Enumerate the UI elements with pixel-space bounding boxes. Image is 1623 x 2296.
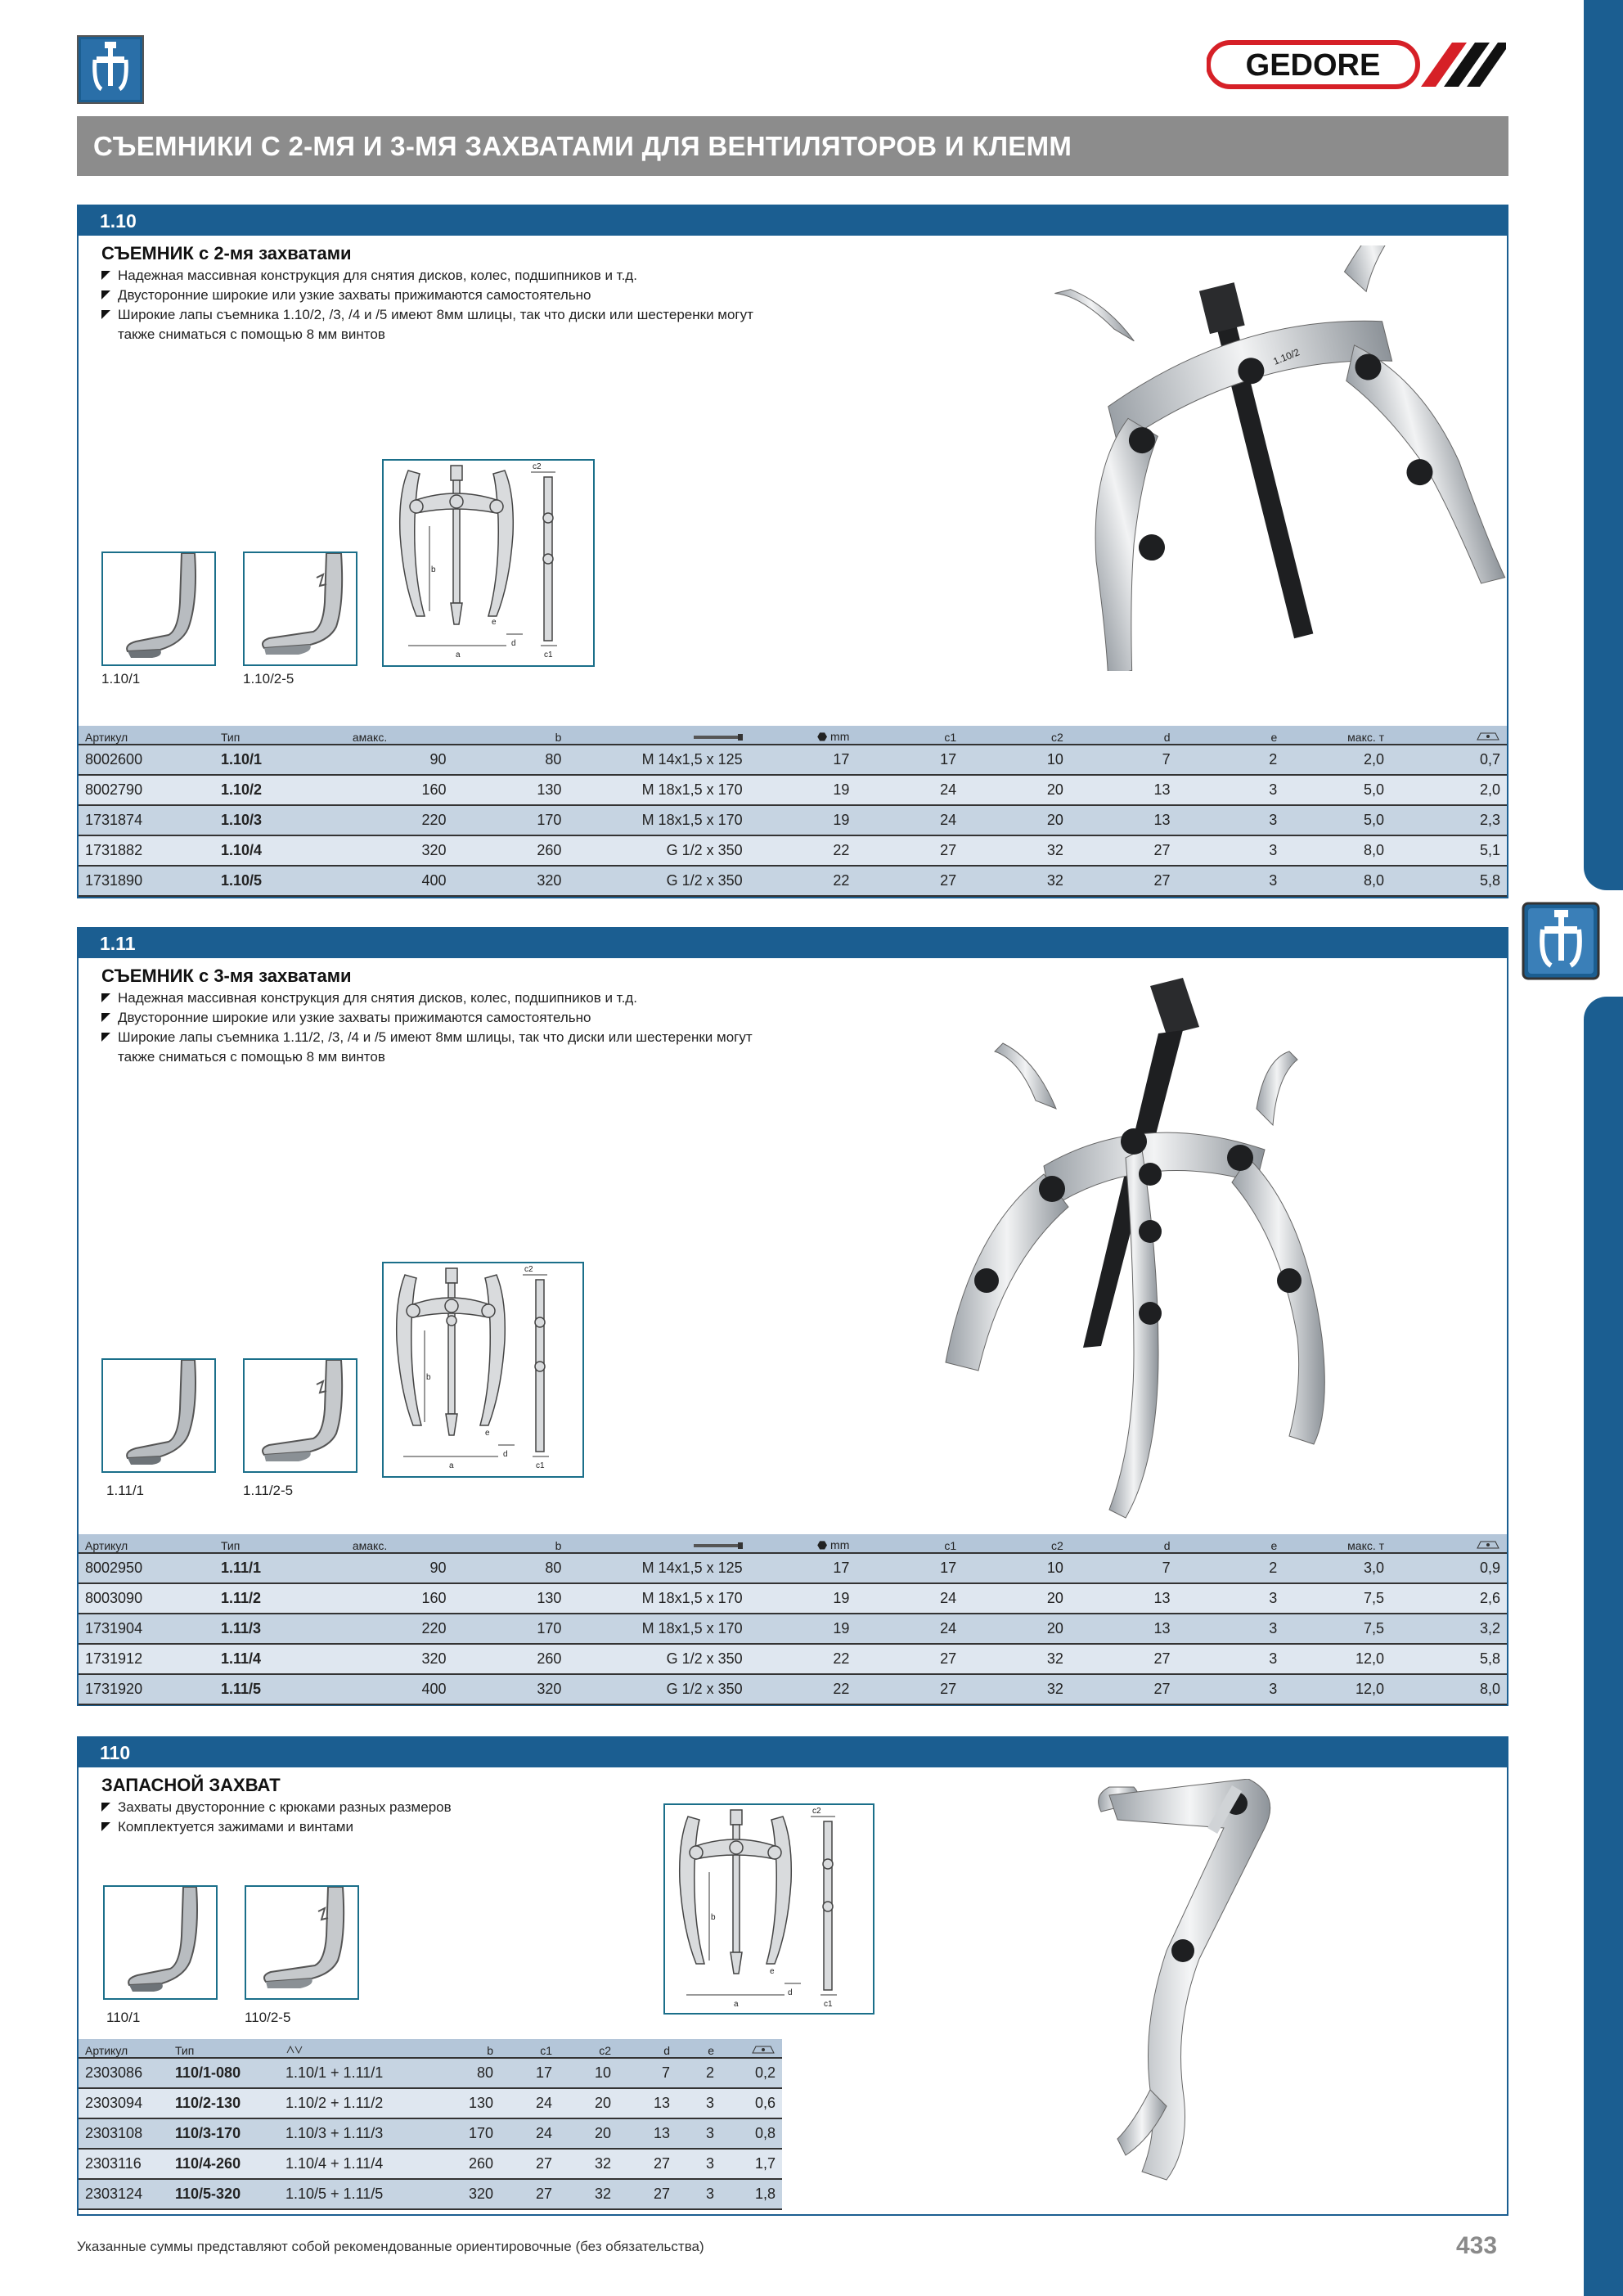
table-cell: 1.10/2 + 1.11/2: [279, 2088, 434, 2118]
col-header: c2: [963, 726, 1070, 745]
table-row: [79, 745, 1507, 775]
table-cell: 8,0: [1284, 835, 1391, 866]
table-cell: 0,7: [1391, 745, 1507, 775]
brand-text: GEDORE: [1245, 48, 1381, 83]
table-cell: 12,0: [1284, 1674, 1391, 1704]
table-cell: 5,0: [1284, 805, 1391, 835]
table-cell: 27: [856, 1674, 963, 1704]
spare-jaw-photo: [1085, 1779, 1330, 2188]
table-cell: 20: [559, 2118, 618, 2149]
table-cell: 19: [749, 775, 856, 805]
col-header: b: [434, 2039, 500, 2058]
table-cell: 220: [346, 805, 453, 835]
svg-text:a: a: [456, 651, 461, 660]
jaw-narrow-thumbnail: [101, 551, 216, 666]
feature-item: Захваты двусторонние с крюками разных размеров: [101, 1798, 674, 1817]
table-cell: 20: [963, 1583, 1070, 1614]
two-jaw-puller-photo: [1027, 245, 1518, 671]
col-header: c1: [500, 2039, 559, 2058]
table-cell: G 1/2 x 350: [568, 1644, 749, 1674]
col-header: d: [618, 2039, 677, 2058]
col-header: c2: [559, 2039, 618, 2058]
table-cell: 22: [749, 835, 856, 866]
table-cell: 27: [1070, 1674, 1177, 1704]
type-cell: 110/3-170: [169, 2118, 279, 2149]
table-cell: 2: [1177, 745, 1284, 775]
type-cell: 1.10/2: [214, 775, 346, 805]
table-cell: 27: [1070, 866, 1177, 896]
table-cell: 24: [500, 2088, 559, 2118]
article-number-cell: 1731890: [79, 866, 214, 896]
svg-text:e: e: [485, 1429, 490, 1438]
weight-icon: [1391, 726, 1507, 745]
table-cell: 320: [434, 2179, 500, 2209]
col-header: aмакс.: [346, 726, 453, 745]
weight-icon: [721, 2039, 782, 2058]
type-cell: 1.10/5: [214, 866, 346, 896]
section-number: 1.11: [77, 927, 1508, 958]
table-cell: 320: [346, 835, 453, 866]
col-header: Артикул: [79, 2039, 169, 2058]
table-row: [79, 805, 1507, 835]
table-cell: 27: [500, 2149, 559, 2179]
type-cell: 110/5-320: [169, 2179, 279, 2209]
table-cell: 32: [559, 2179, 618, 2209]
type-cell: 110/2-130: [169, 2088, 279, 2118]
table-row: [79, 835, 1507, 866]
table-cell: 160: [346, 1583, 453, 1614]
table-cell: 400: [346, 866, 453, 896]
type-cell: 1.11/3: [214, 1614, 346, 1644]
feature-item: Двусторонние широкие или узкие захваты прижимаются самостоятельно: [101, 1008, 772, 1028]
table-cell: 2: [1177, 1553, 1284, 1583]
table-cell: 3: [1177, 775, 1284, 805]
feature-list: [101, 988, 772, 1067]
jaw-wide-thumbnail: [245, 1885, 359, 2000]
article-number-cell: 1731904: [79, 1614, 214, 1644]
col-header: Тип: [169, 2039, 279, 2058]
type-cell: 1.10/1: [214, 745, 346, 775]
col-header: b: [453, 1534, 569, 1553]
table-cell: 3: [1177, 835, 1284, 866]
table-row: [79, 2058, 782, 2088]
table-cell: 32: [963, 1674, 1070, 1704]
table-cell: 13: [1070, 1614, 1177, 1644]
jaw-wide-thumbnail: [243, 551, 357, 666]
table-cell: 20: [559, 2088, 618, 2118]
table-cell: 32: [963, 866, 1070, 896]
table-cell: G 1/2 x 350: [568, 866, 749, 896]
table-cell: 3: [1177, 1674, 1284, 1704]
article-number-cell: 8002950: [79, 1553, 214, 1583]
type-cell: 1.11/4: [214, 1644, 346, 1674]
jaw-wide-thumbnail: [243, 1358, 357, 1473]
table-cell: 27: [618, 2179, 677, 2209]
table-cell: 2,0: [1284, 745, 1391, 775]
col-header: Тип: [214, 1534, 346, 1553]
table-cell: 22: [749, 1644, 856, 1674]
col-header: c1: [856, 726, 963, 745]
table-cell: M 18x1,5 x 170: [568, 805, 749, 835]
table-cell: 130: [434, 2088, 500, 2118]
table-cell: 2: [677, 2058, 721, 2088]
table-cell: 3: [677, 2118, 721, 2149]
table-cell: 7,5: [1284, 1614, 1391, 1644]
table-cell: G 1/2 x 350: [568, 1674, 749, 1704]
footnote: Указанные суммы представляют собой рекомендованные ориентировочные (без обязательства): [77, 2239, 704, 2254]
thumb-label: 1.11/1: [106, 1483, 145, 1498]
type-cell: 110/1-080: [169, 2058, 279, 2088]
table-cell: 1.10/4 + 1.11/4: [279, 2149, 434, 2179]
table-cell: 27: [618, 2149, 677, 2179]
col-header: Тип: [214, 726, 346, 745]
table-cell: 32: [559, 2149, 618, 2179]
table-cell: 1.10/5 + 1.11/5: [279, 2179, 434, 2209]
table-cell: 8,0: [1284, 866, 1391, 896]
type-cell: 1.11/2: [214, 1583, 346, 1614]
table-cell: 1,8: [721, 2179, 782, 2209]
table-cell: M 14x1,5 x 125: [568, 745, 749, 775]
article-number-cell: 1731920: [79, 1674, 214, 1704]
section-title: СЪЕМНИК с 2-мя захватами: [101, 243, 352, 263]
col-header: b: [453, 726, 569, 745]
type-cell: 1.10/3: [214, 805, 346, 835]
section-title: ЗАПАСНОЙ ЗАХВАТ: [101, 1775, 281, 1795]
table-cell: 19: [749, 1614, 856, 1644]
table-cell: 160: [346, 775, 453, 805]
table-cell: G 1/2 x 350: [568, 835, 749, 866]
spindle-icon: [568, 726, 749, 745]
spec-table-1-10: [79, 726, 1507, 897]
table-cell: 20: [963, 1614, 1070, 1644]
table-row: [79, 1644, 1507, 1674]
fits-icon: [279, 2039, 434, 2058]
table-cell: 130: [453, 775, 569, 805]
table-cell: M 18x1,5 x 170: [568, 1583, 749, 1614]
model-stamp: 1.10/2: [1271, 346, 1302, 367]
svg-text:c1: c1: [824, 2000, 833, 2009]
table-cell: 1.10/1 + 1.11/1: [279, 2058, 434, 2088]
feature-item: Широкие лапы съемника 1.10/2, /3, /4 и /5 имеют 8мм шлицы, так что диски или шестеренки могут также сниматься с помощью 8 мм винтов: [101, 305, 772, 344]
section-110: [77, 1736, 1508, 2216]
table-cell: 5,8: [1391, 866, 1507, 896]
table-cell: 80: [453, 1553, 569, 1583]
col-header: ⬣ mm: [749, 726, 856, 745]
section-number: 1.10: [77, 205, 1508, 236]
article-number-cell: 2303116: [79, 2149, 169, 2179]
table-cell: 0,9: [1391, 1553, 1507, 1583]
type-cell: 1.11/5: [214, 1674, 346, 1704]
table-row: [79, 1583, 1507, 1614]
table-cell: 80: [453, 745, 569, 775]
table-row: [79, 775, 1507, 805]
col-header: макс. т: [1284, 726, 1391, 745]
table-cell: 17: [749, 745, 856, 775]
table-cell: 7,5: [1284, 1583, 1391, 1614]
col-header: e: [677, 2039, 721, 2058]
table-cell: 13: [1070, 805, 1177, 835]
weight-icon: [1391, 1534, 1507, 1553]
article-number-cell: 8002600: [79, 745, 214, 775]
svg-text:e: e: [770, 1967, 775, 1976]
table-cell: 3,0: [1284, 1553, 1391, 1583]
table-cell: 32: [963, 1644, 1070, 1674]
thumb-label: 1.10/2-5: [243, 671, 294, 687]
three-jaw-puller-photo: [913, 970, 1371, 1526]
table-cell: 17: [749, 1553, 856, 1583]
article-number-cell: 2303124: [79, 2179, 169, 2209]
type-cell: 1.11/1: [214, 1553, 346, 1583]
type-cell: 1.10/4: [214, 835, 346, 866]
gedore-logo: [1207, 39, 1506, 90]
table-cell: 90: [346, 1553, 453, 1583]
table-cell: 220: [346, 1614, 453, 1644]
side-tab-lower: [1584, 997, 1623, 2296]
table-cell: 0,6: [721, 2088, 782, 2118]
table-cell: M 18x1,5 x 170: [568, 775, 749, 805]
table-cell: 0,2: [721, 2058, 782, 2088]
table-cell: 2,0: [1391, 775, 1507, 805]
table-cell: 17: [856, 745, 963, 775]
section-title: СЪЕМНИК с 3-мя захватами: [101, 966, 352, 986]
feature-item: Комплектуется зажимами и винтами: [101, 1817, 674, 1837]
dimension-diagram: [382, 1262, 584, 1478]
table-cell: 20: [963, 805, 1070, 835]
col-header: e: [1177, 726, 1284, 745]
type-cell: 110/4-260: [169, 2149, 279, 2179]
table-cell: 27: [856, 1644, 963, 1674]
table-cell: 7: [1070, 1553, 1177, 1583]
col-header: e: [1177, 1534, 1284, 1553]
table-cell: 13: [618, 2118, 677, 2149]
table-cell: 170: [434, 2118, 500, 2149]
section-1-11: [77, 927, 1508, 1706]
col-header: c2: [963, 1534, 1070, 1553]
dimension-diagram: [382, 459, 595, 667]
feature-item: Двусторонние широкие или узкие захваты прижимаются самостоятельно: [101, 286, 772, 305]
col-header: Артикул: [79, 1534, 214, 1553]
table-row: [79, 1553, 1507, 1583]
table-cell: 3: [677, 2149, 721, 2179]
table-row: [79, 2088, 782, 2118]
table-cell: 170: [453, 1614, 569, 1644]
table-row: [79, 2179, 782, 2209]
table-cell: 22: [749, 1674, 856, 1704]
table-cell: 24: [856, 1583, 963, 1614]
table-cell: 2,3: [1391, 805, 1507, 835]
table-cell: 7: [1070, 745, 1177, 775]
thumb-label: 110/2-5: [245, 2010, 291, 2025]
table-cell: 90: [346, 745, 453, 775]
table-cell: 24: [856, 805, 963, 835]
table-cell: 10: [963, 745, 1070, 775]
feature-list: [101, 266, 772, 344]
table-cell: 27: [500, 2179, 559, 2209]
table-cell: 130: [453, 1583, 569, 1614]
table-cell: 24: [856, 775, 963, 805]
table-cell: 7: [618, 2058, 677, 2088]
table-cell: 10: [559, 2058, 618, 2088]
feature-list: [101, 1798, 674, 1837]
table-cell: 3: [677, 2088, 721, 2118]
table-cell: 3: [677, 2179, 721, 2209]
article-number-cell: 2303108: [79, 2118, 169, 2149]
svg-text:a: a: [734, 2000, 739, 2009]
article-number-cell: 2303094: [79, 2088, 169, 2118]
article-number-cell: 8002790: [79, 775, 214, 805]
table-cell: 17: [500, 2058, 559, 2088]
feature-item: Надежная массивная конструкция для снятия дисков, колес, подшипников и т.д.: [101, 988, 772, 1008]
table-cell: 1.10/3 + 1.11/3: [279, 2118, 434, 2149]
table-cell: 13: [618, 2088, 677, 2118]
table-cell: 320: [453, 1674, 569, 1704]
side-tab-upper: [1584, 0, 1623, 890]
table-cell: 32: [963, 835, 1070, 866]
spec-table-110: [79, 2039, 782, 2210]
table-cell: 24: [500, 2118, 559, 2149]
thumb-label: 1.11/2-5: [243, 1483, 294, 1498]
col-header: макс. т: [1284, 1534, 1391, 1553]
svg-text:c2: c2: [533, 462, 542, 471]
table-cell: 20: [963, 775, 1070, 805]
table-cell: 17: [856, 1553, 963, 1583]
table-cell: 19: [749, 805, 856, 835]
table-cell: 19: [749, 1583, 856, 1614]
svg-text:b: b: [711, 1913, 716, 1922]
table-cell: 3,2: [1391, 1614, 1507, 1644]
table-cell: 5,0: [1284, 775, 1391, 805]
table-cell: 12,0: [1284, 1644, 1391, 1674]
article-number-cell: 8003090: [79, 1583, 214, 1614]
jaw-narrow-thumbnail: [103, 1885, 218, 2000]
table-row: [79, 2118, 782, 2149]
col-header: d: [1070, 726, 1177, 745]
col-header: ⬣ mm: [749, 1534, 856, 1553]
table-cell: M 14x1,5 x 125: [568, 1553, 749, 1583]
table-cell: 27: [856, 835, 963, 866]
article-number-cell: 1731882: [79, 835, 214, 866]
svg-text:d: d: [511, 639, 516, 648]
table-cell: 22: [749, 866, 856, 896]
table-row: [79, 1614, 1507, 1644]
table-cell: 170: [453, 805, 569, 835]
feature-item: Надежная массивная конструкция для снятия дисков, колес, подшипников и т.д.: [101, 266, 772, 286]
svg-text:b: b: [431, 565, 436, 574]
table-cell: 3: [1177, 1614, 1284, 1644]
section-number: 110: [77, 1736, 1508, 1767]
col-header: Артикул: [79, 726, 214, 745]
table-cell: 260: [453, 1644, 569, 1674]
jaw-narrow-thumbnail: [101, 1358, 216, 1473]
svg-text:b: b: [426, 1373, 431, 1382]
svg-text:c1: c1: [544, 651, 553, 660]
table-cell: 320: [453, 866, 569, 896]
table-cell: 3: [1177, 1583, 1284, 1614]
spec-table-1-11: [79, 1534, 1507, 1705]
spindle-icon: [568, 1534, 749, 1553]
article-number-cell: 1731874: [79, 805, 214, 835]
col-header: aмакс.: [346, 1534, 453, 1553]
thumb-label: 1.10/1: [101, 671, 141, 687]
table-cell: 320: [346, 1644, 453, 1674]
dimension-diagram: [663, 1803, 874, 2015]
page-banner-title: СЪЕМНИКИ С 2-МЯ И 3-МЯ ЗАХВАТАМИ ДЛЯ ВЕНТИЛЯТОРОВ И КЛЕММ: [77, 116, 1508, 176]
section-1-10: [77, 205, 1508, 898]
article-number-cell: 2303086: [79, 2058, 169, 2088]
svg-text:d: d: [503, 1450, 508, 1459]
feature-item: Широкие лапы съемника 1.11/2, /3, /4 и /5 имеют 8мм шлицы, так что диски или шестеренки могут также сниматься с помощью 8 мм винтов: [101, 1028, 772, 1067]
table-cell: 80: [434, 2058, 500, 2088]
table-cell: 5,1: [1391, 835, 1507, 866]
article-number-cell: 1731912: [79, 1644, 214, 1674]
table-cell: 24: [856, 1614, 963, 1644]
table-cell: 1,7: [721, 2149, 782, 2179]
col-header: d: [1070, 1534, 1177, 1553]
table-cell: 3: [1177, 1644, 1284, 1674]
table-cell: 10: [963, 1553, 1070, 1583]
svg-text:e: e: [492, 618, 497, 627]
puller-category-icon: [77, 35, 144, 104]
table-row: [79, 866, 1507, 896]
table-cell: 27: [856, 866, 963, 896]
table-cell: 8,0: [1391, 1674, 1507, 1704]
table-row: [79, 2149, 782, 2179]
table-cell: 3: [1177, 805, 1284, 835]
table-row: [79, 1674, 1507, 1704]
col-header: c1: [856, 1534, 963, 1553]
table-cell: 27: [1070, 1644, 1177, 1674]
table-cell: 400: [346, 1674, 453, 1704]
thumb-label: 110/1: [106, 2010, 141, 2025]
page-number: 433: [1456, 2232, 1498, 2259]
svg-text:a: a: [449, 1461, 454, 1470]
table-cell: 5,8: [1391, 1644, 1507, 1674]
table-cell: M 18x1,5 x 170: [568, 1614, 749, 1644]
table-cell: 2,6: [1391, 1583, 1507, 1614]
table-cell: 0,8: [721, 2118, 782, 2149]
table-cell: 13: [1070, 775, 1177, 805]
table-cell: 27: [1070, 835, 1177, 866]
svg-text:c2: c2: [812, 1807, 821, 1816]
svg-text:c1: c1: [536, 1461, 545, 1470]
table-cell: 260: [434, 2149, 500, 2179]
table-cell: 3: [1177, 866, 1284, 896]
svg-text:d: d: [788, 1988, 793, 1997]
side-puller-icon: [1522, 902, 1600, 980]
svg-text:c2: c2: [524, 1265, 533, 1274]
table-cell: 260: [453, 835, 569, 866]
table-cell: 13: [1070, 1583, 1177, 1614]
